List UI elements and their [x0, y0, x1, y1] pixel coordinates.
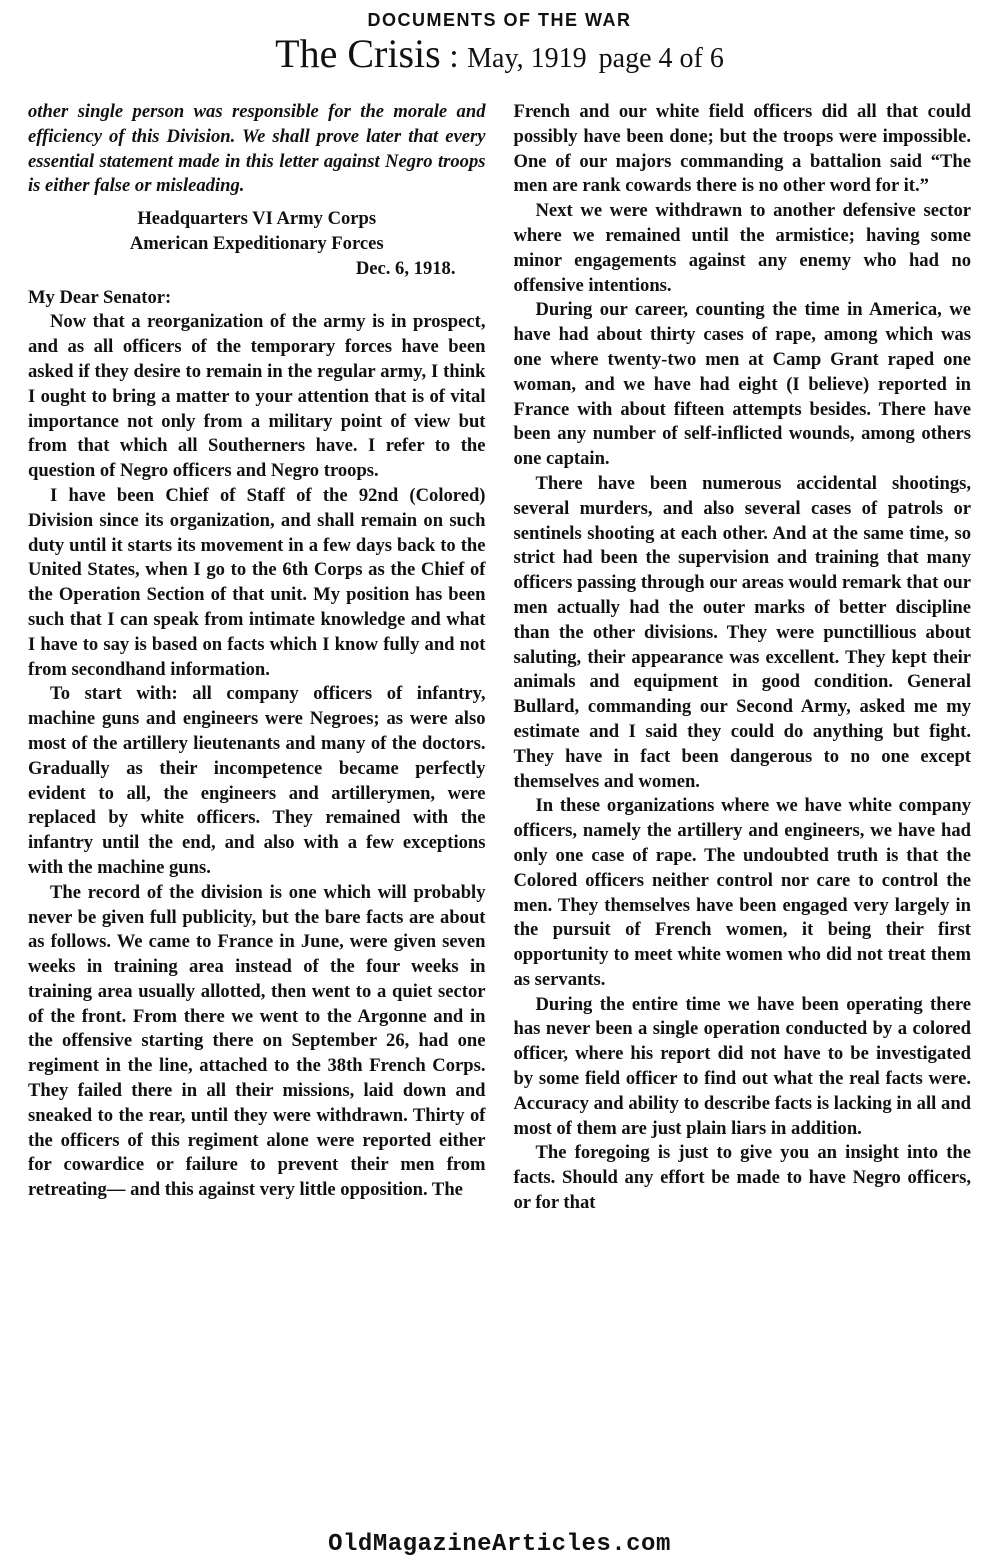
paragraph: Next we were withdrawn to another defensive sector where we remained until the armistice; having some minor engagements against any enemy who had no offensive intentions. [513, 200, 971, 296]
paragraph: During our career, counting the time in America, we have had about thirty cases of rape, among which was one where twenty-two men at Camp Grant raped one woman, and we have had eight (I believe) reported in France with about fifteen attempts besides. There have been any number of self-inflicted wounds, among others one captain. [513, 299, 971, 470]
paragraph: I have been Chief of Staff of the 92nd (Colored) Division since its organization, and shall remain on such duty until it starts its movement in a few days back to the United States, when I go to the 6th Corps as the Chief of the Operation Section of that unit. My position has been such that I can speak from intimate knowledge and what I have to say is based on facts which I know fully and not from secondhand information. [28, 484, 486, 680]
paragraph: French and our white field officers did all that could possibly have been done; but the troops were impossible. One of our majors commanding a battalion said “The men are rank cowards there is no other word for it.” [513, 101, 971, 197]
section-kicker: DOCUMENTS OF THE WAR [367, 10, 632, 30]
letter-date: Dec. 6, 1918. [355, 257, 456, 279]
letter-heading-line2: American Expeditionary Forces [129, 232, 384, 254]
issue-date: May, 1919 [467, 43, 587, 74]
page-title [30, 31, 969, 81]
letter-salutation: My Dear Senator: [28, 286, 172, 308]
article-columns [28, 100, 971, 1508]
paragraph: The record of the division is one which will probably never be given full publicity, but the bare facts are about as follows. We came to France in June, were given seven weeks in training area instead of the four weeks in training area usually allotted, then went to a quiet sector of the front. From there we went to the Argonne and in the offensive starting there on September 26, had one regiment in the line, attached to the 38th French Corps. They failed there in all their missions, laid down and sneaked to the rear, until they were withdrawn. Thirty of the officers of this regiment alone were reported either for cowardice or failure to prevent their men from retreating— and this against very little opposition. The [28, 881, 486, 1201]
letter-heading-line1: Headquarters VI Army Corps [137, 208, 377, 230]
paragraph: The foregoing is just to give you an insight into the facts. Should any effort be made to have Negro officers, or for that [513, 1142, 971, 1214]
publication-title: The Crisis [275, 31, 441, 76]
title-separator: : [440, 38, 468, 75]
paragraph: During the entire time we have been operating there has never been a single operation conducted by a colored officer, where his report did not have to be investigated by some field officer to find out what the real facts were. Accuracy and ability to describe facts is lacking in all and most of them are just plain liars in addition. [513, 993, 971, 1139]
paragraph: To start with: all company officers of infantry, machine guns and engineers were Negroes; as were also most of the artillery lieutenants and many of the doctors. Gradually as their incompetence became perfectly evident to all, the engineers and artillerymen, were replaced by white officers. They remained with the infantry until the end, and also with a few exceptions with the machine guns. [28, 683, 486, 878]
paragraph: In these organizations where we have white company officers, namely the artillery and engineers, we have had only one case of rape. The undoubted truth is that the Colored officers neither control nor care to control the men. They themselves have been engaged very largely in the pursuit of French women, it being their first opportunity to meet white women who did not treat them as servants. [513, 795, 971, 990]
paragraph: There have been numerous accidental shootings, several murders, and also several cases of patrols or sentinels shooting at each other. And at the same time, so strict had been the supervision and training that many officers passing through our areas would remark that our men actually had the outer marks of better discipline than the other divisions. They were punctillious about saluting, their appearance was excellent. They kept their animals and equipment in good condition. General Bullard, commanding our Second Army, asked me my estimate and I said they could do anything but fight. They have in fact been dangerous to no one except themselves and women. [513, 472, 971, 792]
right-column [514, 100, 972, 1508]
left-column [28, 100, 486, 1508]
editor-intro: other single person was responsible for the morale and efficiency of this Division. We shall prove later that every essential statement made in this letter against Negro troops is either false or misleading. [28, 101, 486, 197]
site-watermark: OldMagazineArticles.com [328, 1531, 671, 1558]
paragraph: Now that a reorganization of the army is in prospect, and as all officers of the temporary forces have been asked if they desire to remain in the regular army, I think I ought to bring a matter to your attention that is of vital importance not only from a military point of view but from that which all Southerners have. I refer to the question of Negro officers and Negro troops. [28, 311, 486, 482]
page-indicator: page 4 of 6 [598, 43, 724, 74]
